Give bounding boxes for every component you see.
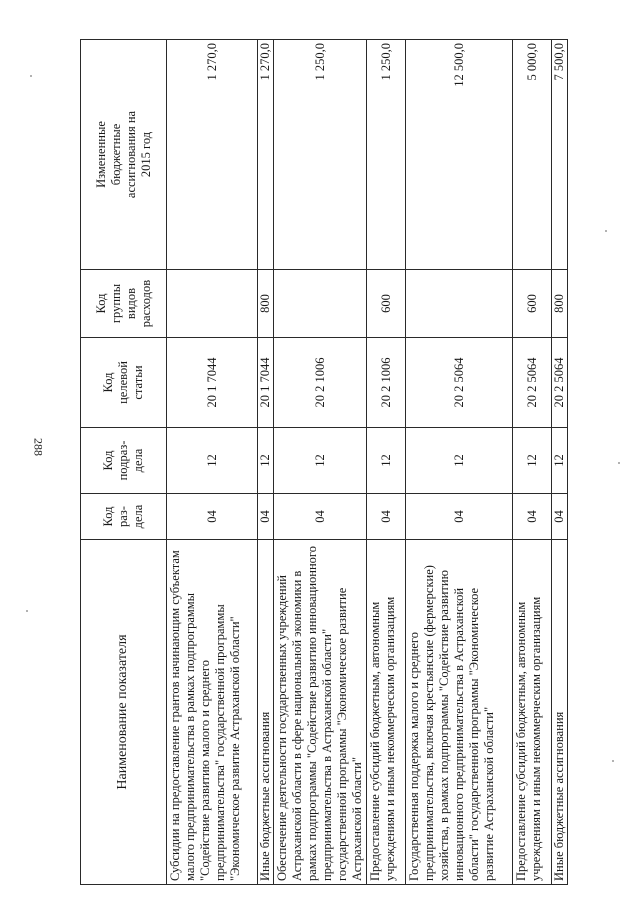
header-section: Код раз- дела bbox=[81, 494, 167, 540]
row-name: Субсидии на предоставление грантов начинающим субъектам малого предпринимательства в рамках подпрограммы "Содействие развитию малого и среднего предпринимательства" государственной программы "Экономическое развитие Астраханской области" bbox=[167, 540, 258, 885]
scan-speck bbox=[26, 610, 28, 612]
table-row bbox=[513, 40, 552, 885]
row-target-article: 20 1 7044 bbox=[258, 338, 274, 428]
row-section: 04 bbox=[367, 494, 406, 540]
row-subsection: 12 bbox=[513, 428, 552, 494]
row-name: Предоставление субсидий бюджетным, автономным учреждениям и иным некоммерческим организациям bbox=[367, 540, 406, 885]
table-row bbox=[552, 40, 568, 885]
row-target-article: 20 2 1006 bbox=[367, 338, 406, 428]
header-subsection: Код подраз- дела bbox=[81, 428, 167, 494]
scan-speck bbox=[30, 75, 32, 77]
row-amount: 1 250,0 bbox=[367, 40, 406, 270]
row-subsection: 12 bbox=[167, 428, 258, 494]
header-amount: Измененные бюджетные ассигнования на 2015 год bbox=[81, 40, 167, 270]
rotated-table-wrapper bbox=[80, 40, 566, 885]
row-subsection: 12 bbox=[258, 428, 274, 494]
row-name: Обеспечение деятельности государственных учреждений Астраханской области в сфере национальной экономики в рамках подпрограммы "Содействие развитию инновационного предпринимательства в Астраханской области" государственной программы "Экономическое развитие Астраханской области" bbox=[274, 540, 367, 885]
row-subsection: 12 bbox=[367, 428, 406, 494]
table-row bbox=[167, 40, 258, 885]
row-section: 04 bbox=[406, 494, 513, 540]
row-amount: 1 250,0 bbox=[274, 40, 367, 270]
header-name: Наименование показателя bbox=[81, 540, 167, 885]
row-target-article: 20 2 5064 bbox=[552, 338, 568, 428]
row-section: 04 bbox=[274, 494, 367, 540]
table-row bbox=[367, 40, 406, 885]
row-expense-group: 600 bbox=[367, 270, 406, 338]
row-expense-group: 800 bbox=[258, 270, 274, 338]
row-name: Иные бюджетные ассигнования bbox=[552, 540, 568, 885]
row-target-article: 20 2 5064 bbox=[513, 338, 552, 428]
row-name: Иные бюджетные ассигнования bbox=[258, 540, 274, 885]
row-section: 04 bbox=[513, 494, 552, 540]
row-section: 04 bbox=[552, 494, 568, 540]
row-target-article: 20 2 1006 bbox=[274, 338, 367, 428]
row-expense-group: 600 bbox=[513, 270, 552, 338]
page-number: 288 bbox=[31, 438, 46, 456]
row-expense-group: 800 bbox=[552, 270, 568, 338]
row-amount: 1 270,0 bbox=[167, 40, 258, 270]
row-expense-group bbox=[167, 270, 258, 338]
row-target-article: 20 2 5064 bbox=[406, 338, 513, 428]
row-subsection: 12 bbox=[406, 428, 513, 494]
table-row bbox=[406, 40, 513, 885]
row-target-article: 20 1 7044 bbox=[167, 338, 258, 428]
row-subsection: 12 bbox=[274, 428, 367, 494]
row-amount: 7 500,0 bbox=[552, 40, 568, 270]
row-amount: 12 500,0 bbox=[406, 40, 513, 270]
row-section: 04 bbox=[167, 494, 258, 540]
header-expense-group: Код группы видов расходов bbox=[81, 270, 167, 338]
row-amount: 5 000,0 bbox=[513, 40, 552, 270]
scan-speck bbox=[618, 462, 620, 464]
row-amount: 1 270,0 bbox=[258, 40, 274, 270]
row-section: 04 bbox=[258, 494, 274, 540]
header-row bbox=[81, 40, 167, 885]
row-subsection: 12 bbox=[552, 428, 568, 494]
row-expense-group bbox=[274, 270, 367, 338]
row-name: Государственная поддержка малого и среднего предпринимательства, включая крестьянские (фермерские) хозяйства, в рамках подпрограммы "Содействие развитию инновационного предпринимательства в Астраханской области" государственной программы "Экономическое развитие Астраханской области" bbox=[406, 540, 513, 885]
header-target-article: Код целевой статьи bbox=[81, 338, 167, 428]
row-expense-group bbox=[406, 270, 513, 338]
row-name: Предоставление субсидий бюджетным, автономным учреждениям и иным некоммерческим организациям bbox=[513, 540, 552, 885]
scan-speck bbox=[612, 760, 614, 762]
table-row bbox=[258, 40, 274, 885]
scan-speck bbox=[605, 230, 607, 232]
budget-table bbox=[80, 39, 568, 885]
table-row bbox=[274, 40, 367, 885]
